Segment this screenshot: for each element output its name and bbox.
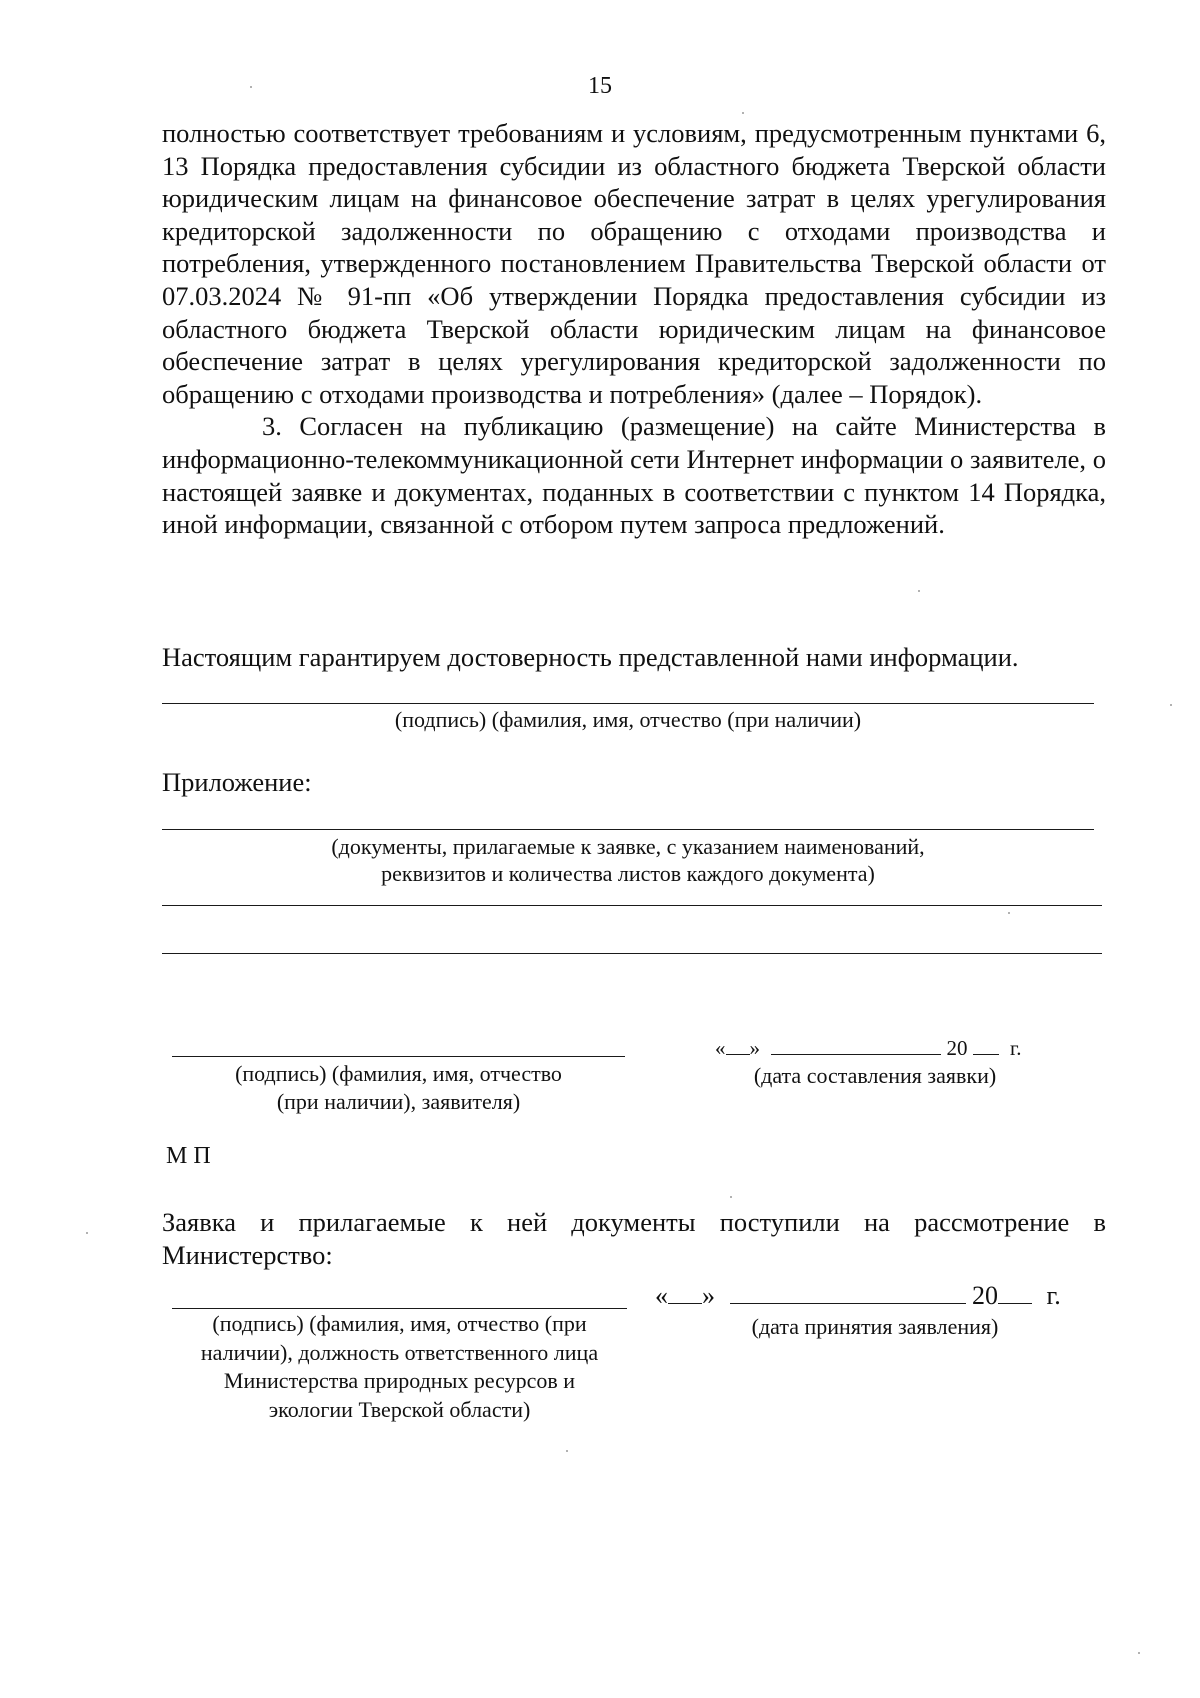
applicant-signature-line: [172, 1056, 625, 1057]
application-date-caption: (дата составления заявки): [753, 1063, 997, 1088]
official-signature-caption: [172, 1310, 627, 1424]
paragraph-eligibility: полностью соответствует требованиям и условиям, предусмотренным пунктами 6, 13 Порядка предоставления субсидии из областного бюджета Тверской области юридическим лицам на финансовое обеспечение затрат в целях урегулирования кредиторской задолженности по обращению с отходами производства и потребления, утвержденного постановлением Правительства Тверской области от 07.03.2024 № 91-пп «Об утверждении Порядка предоставления субсидии из областного бюджета Тверской области юридическим лицам на финансовое обеспечение затрат в целях урегулирования кредиторской задолженности по обращению с отходами производства и потребления» (далее – Порядок).: [162, 118, 1106, 409]
scan-speck: [742, 112, 744, 114]
guarantee-statement: Настоящим гарантируем достоверность представленной нами информации.: [162, 642, 1019, 672]
scan-speck: [1170, 704, 1172, 706]
year-suffix: г.: [1046, 1281, 1061, 1310]
month-blank: [730, 1281, 966, 1304]
official-caption-line-3: Министерства природных ресурсов и: [223, 1368, 576, 1393]
paragraph-publication-consent: 3. Согласен на публикацию (размещение) на сайте Министерства в информационно-телекоммуникационной сети Интернет информации о заявителе, о настоящей заявке и документах, поданных в соответствии с пунктом 14 Порядка, иной информации, связанной с отбором путем запроса предложений.: [162, 411, 1106, 540]
attachment-line-3: [162, 953, 1102, 954]
attachment-line-1: [162, 829, 1094, 830]
receipt-date-line: [655, 1281, 1061, 1311]
scan-speck: [1138, 1652, 1140, 1654]
official-caption-line-4: экологии Тверской области): [268, 1396, 531, 1422]
received-statement: Заявка и прилагаемые к ней документы поступили на рассмотрение в Министерство:: [162, 1207, 1106, 1270]
attachment-caption-line-2: реквизитов и количества листов каждого документа): [381, 861, 875, 886]
attachment-label: Приложение:: [162, 767, 312, 797]
applicant-caption-line-1: (подпись) (фамилия, имя, отчество: [235, 1061, 562, 1086]
close-quote: »: [749, 1036, 760, 1060]
guarantee-signature-caption: (подпись) (фамилия, имя, отчество (при наличии): [394, 707, 862, 732]
scan-speck: [730, 1196, 732, 1198]
official-signature-line: [172, 1308, 627, 1309]
stamp-label: М П: [166, 1143, 211, 1169]
month-blank: [771, 1036, 941, 1055]
application-date-line: [715, 1036, 1022, 1060]
attachment-caption: [162, 833, 1094, 887]
year-prefix: 20: [972, 1281, 998, 1310]
close-quote: »: [702, 1281, 715, 1310]
scan-speck: [918, 590, 920, 592]
official-caption-line-1: (подпись) (фамилия, имя, отчество (при: [212, 1311, 587, 1336]
main-paragraphs: [162, 117, 1106, 541]
receipt-date-caption: (дата принятия заявления): [751, 1314, 999, 1339]
scan-speck: [86, 1232, 88, 1234]
scan-speck: [250, 86, 252, 88]
open-quote: «: [655, 1281, 668, 1310]
day-blank: [726, 1036, 750, 1055]
day-blank: [668, 1281, 702, 1304]
attachment-line-2: [162, 905, 1102, 906]
page-number: 15: [588, 73, 612, 99]
year-blank: [973, 1036, 999, 1055]
scan-speck: [566, 1450, 568, 1452]
attachment-caption-line-1: (документы, прилагаемые к заявке, с указанием наименований,: [331, 834, 925, 859]
year-suffix: г.: [1010, 1036, 1022, 1060]
scan-speck: [1008, 912, 1010, 914]
open-quote: «: [715, 1036, 726, 1060]
applicant-signature-caption: [172, 1060, 625, 1116]
official-caption-line-2: наличии), должность ответственного лица: [200, 1339, 599, 1365]
applicant-caption-line-2: (при наличии), заявителя): [276, 1089, 521, 1114]
guarantee-signature-line: [162, 703, 1094, 704]
year-prefix: 20: [946, 1036, 968, 1060]
year-blank: [998, 1281, 1032, 1304]
